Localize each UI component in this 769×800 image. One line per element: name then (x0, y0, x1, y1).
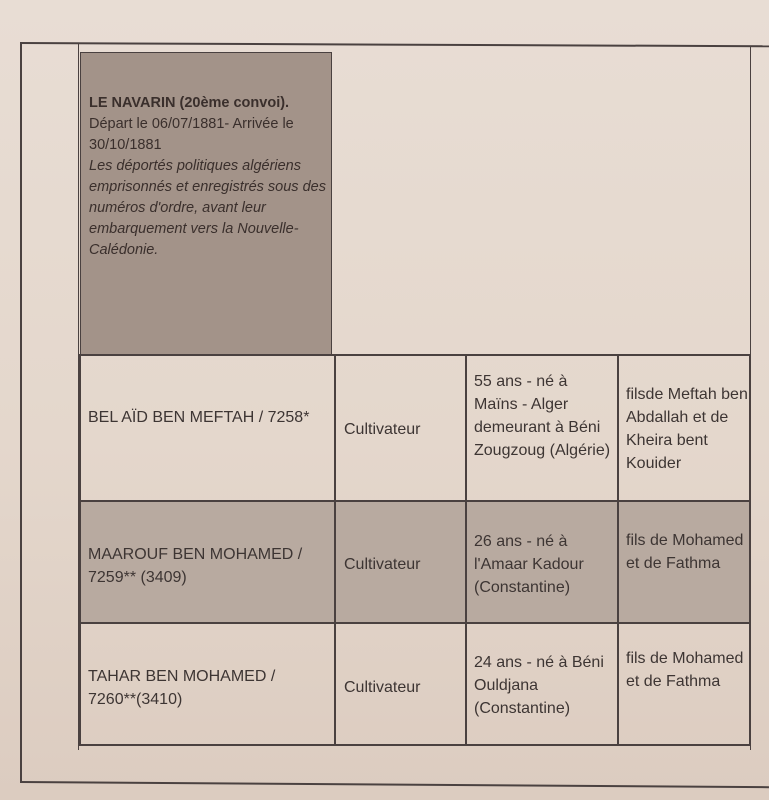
profession: Cultivateur (344, 556, 421, 573)
convoy-description: Les déportés politiques algériens emprisonnés et enregistrés sous des numéros d'ordre, avant leur embarquement vers la Nouvelle-Calédonie. (89, 158, 326, 258)
age-birthplace: 55 ans - né à Maïns - Alger demeurant à Béni Zougzoug (Algérie) (474, 373, 611, 459)
grid-line (617, 354, 619, 746)
deportee-name: BEL AÏD BEN MEFTAH / 7258* (88, 409, 310, 426)
grid-line (80, 744, 751, 746)
deportee-name: MAAROUF BEN MOHAMED / 7259** (3409) (88, 546, 303, 586)
parentage: filsde Meftah ben Abdallah et de Kheira bent Kouider (626, 386, 748, 472)
deportee-name: TAHAR BEN MOHAMED / 7260**(3410) (88, 668, 276, 708)
convoy-header-text (89, 93, 329, 261)
grid-line (749, 354, 751, 746)
voyage-dates: Départ le 06/07/1881- Arrivée le 30/10/1881 (89, 116, 294, 153)
parentage: fils de Mohamed et de Fathma (626, 532, 744, 572)
grid-line (80, 622, 751, 624)
age-birthplace: 24 ans - né à Béni Ouldjana (Constantine) (474, 654, 604, 717)
grid-line (80, 500, 751, 502)
convoy-header-cell (80, 52, 332, 355)
outer-top-border (20, 42, 769, 47)
outer-bottom-border (20, 781, 769, 788)
profession: Cultivateur (344, 421, 421, 438)
profession: Cultivateur (344, 679, 421, 696)
age-birthplace: 26 ans - né à l'Amaar Kadour (Constantine) (474, 533, 584, 596)
outer-left-border (20, 42, 22, 782)
ship-name: LE NAVARIN (20ème convoi). (89, 95, 290, 111)
grid-line (80, 354, 751, 356)
grid-line (334, 354, 336, 746)
grid-line (465, 354, 467, 746)
parentage: fils de Mohamed et de Fathma (626, 650, 744, 690)
grid-line (79, 354, 81, 746)
